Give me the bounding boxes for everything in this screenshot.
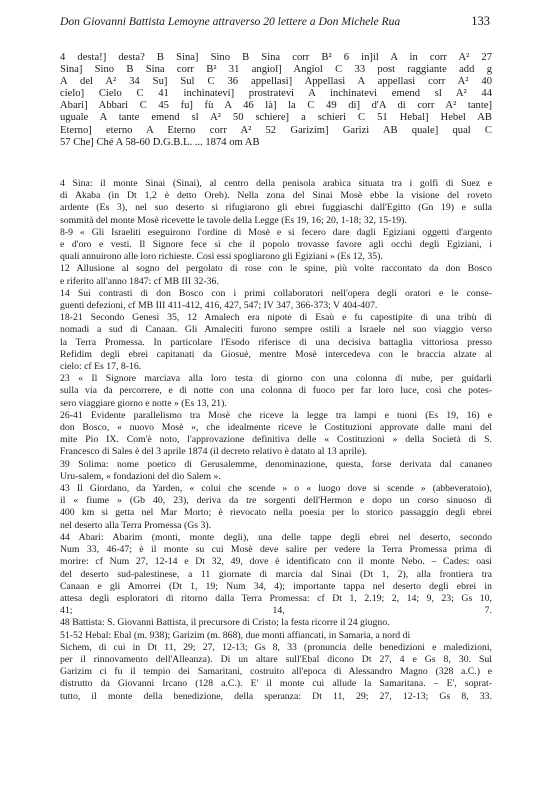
note-line: 8-9 « Gli Israeliti eseguirono l'ordine di Mosè e si fecero dare dagli Egiziani oggetti d'argento [60,226,492,238]
note-line: guenti defezioni, cf MB III 411-412, 416, 427, 547; IV 347, 366-373; V 404-407. [60,300,378,312]
note-line: la Terra Promessa. In particolare l'Esodo riferisce di una decisiva battaglia vittoriosa presso [60,336,492,348]
note-line: 400 km si getta nel Mar Morto; è rievocato nella poesia per lo storico passaggio degli ebrei [60,507,492,519]
apparatus-line: uguale A tante emend sl A² 50 schiere] a schieri C 51 Hebal] Hebel AB [60,112,492,124]
note-line: 14 Sui contrasti di don Bosco con i primi collaboratori nell'opera degli oratori e le conse- [60,287,492,299]
note-line: nel deserto alla Terra Promessa (Gs 3). [60,519,212,531]
note-line: e d'oro e vesti. Il Signore fece sì che il popolo trovasse favore agli occhi degli Egiziani, i [60,239,492,251]
commentary-notes [60,178,492,703]
apparatus-line: cielo] Cielo C 41 inchinatevi] prostratevi A inchinatevi emend sl A² 44 [60,88,492,100]
note-line: mite Pio IX. Com'è noto, l'approvazione definitiva delle « Costituzioni » della Società di S. [60,434,492,446]
page-number: 133 [471,14,490,28]
apparatus-line: Eterno] eterno A Eterno corr A² 52 Garizim] Garizi AB quale] qual C [60,124,492,136]
note-line: Num 33, 46-47; è il monte su cui Mosè deve salire per vedere la Terra Promessa prima di [60,544,492,556]
note-line: Sichem, di cui in Dt 11, 29; 27, 12-13; Gs 8, 33 (pronuncia delle benedizioni e maledizioni, [60,641,492,653]
note-line: cielo: cf Es 17, 8-16. [60,361,142,373]
note-line: 44 Abari: Abarim (monti, monte degli), una delle tappe degli ebrei nel deserto, secondo [60,531,492,543]
note-line: distrutto da Giovanni Ircano (128 a.C.). E' il monte cui allude la Samaritana. – E', soprat- [60,678,492,690]
apparatus-line: Abari] Abbari C 45 fu] fù A 46 là] la C 49 di] d'A di corr A² tante] [60,100,492,112]
note-line: 39 Solima: nome poetico di Gerusalemme, denominazione, questa, forse derivata dal cananeo [60,458,492,470]
note-line: 26-41 Evidente parallelismo tra Mosè che riceve la legge tra lampi e tuoni (Es 19, 16) e [60,409,492,421]
note-line: 48 Battista: S. Giovanni Battista, il precursore di Cristo; la festa ricorre il 24 giugno. [60,617,390,629]
apparatus-line: 4 desta!] desta? B Sina] Sino B Sina corr B² 6 in]il A in corr A² 27 [60,52,492,63]
note-line: attesa degli esploratori di ritorno dalla Terra Promessa: cf Dt 1, 2.19; 2, 14; 9, 23; Gs 10, [60,592,492,604]
note-line: 41; 14, 7. [60,605,492,617]
note-line: morire: cf Num 27, 12-14 e Dt 32, 49, dove è identificato con il monte Nebo. – Cades: oasi [60,556,492,568]
running-title: Don Giovanni Battista Lemoyne attraverso 20 lettere a Don Michele Rua [60,15,401,28]
note-line: Francesco di Sales è del 3 aprile 1874 (il decreto relativo è datato al 13 aprile). [60,446,368,458]
note-line: Uru-salem, « fondazioni del dio Salem ». [60,470,221,482]
note-line: nomadi a sud di Canaan. Gli Amaleciti furono sempre ostili a Israele nel suo viaggio verso [60,324,492,336]
note-line: Garizim ci fu il tempio dei Samaritani, costruito all'epoca di Alessandro Magno (328 a.C.) e [60,666,492,678]
apparatus-line: 57 Che] Ché A 58-60 D.G.B.L. ... 1874 om AB [60,136,260,148]
note-line: quali annuirono alle loro richieste. Così essi spogliarono gli Egiziani » (Es 12, 35). [60,251,383,263]
note-line: per il rinnovamento dell'Alleanza). Di un altare sull'Ebal dicono Dt 27, 4 e Gs 8, 30. Sul [60,653,492,665]
note-line: sero viaggiare giorno e notte » (Es 13, 21). [60,397,227,409]
apparatus-line: A del A² 34 Su] Sul C 36 appellasi] Appellasi A appellasi corr A² 40 [60,76,492,88]
running-header [60,14,490,29]
note-line: il « fiume » (Gb 40, 23), deriva da tre sorgenti dell'Hermon e dopo un corso sinuoso di [60,495,492,507]
note-line: del deserto sud-palestinese, a 11 giornate di marcia dal Sinai (Dt 1, 2), alla frontiera tra [60,568,492,580]
note-line: sommità del monte Mosè ricevette le tavole della Legge (Es 19, 16; 20, 1-18; 32, 15-19). [60,214,407,226]
critical-apparatus [60,52,492,149]
note-line: di Akaba (in Dt 1,2 è detto Oreb). Nella zona del Sinai Mosè ebbe la visione del roveto [60,190,492,202]
apparatus-line: Sina] Sino B Sina corr B² 31 angiol] Angiol C 33 post raggiante add g [60,64,492,76]
note-line: 18-21 Secondo Genesi 35, 12 Amalech era nipote di Esaù e fu capostipite di una tribù di [60,312,492,324]
note-line: Canaan e gli Amorrei (Dt 1, 19; Num 34, 4); importante tappa nel deserto degli ebrei in [60,580,492,592]
note-line: sulla via da percorrere, e di notte con una colonna di fuoco per far loro luce, così che potes- [60,385,492,397]
note-line: 43 Il Giordano, da Yarden, « colui che scende » o « luogo dove si scende » (abbeveratoio), [60,483,492,495]
note-line: 12 Allusione al sogno del pergolato di rose con le spine, più volte raccontato da don Bosco [60,263,492,275]
note-line: 51-52 Hebal: Ebal (m. 938); Garizim (m. 868), due monti affiancati, in Samaria, a nord di [60,629,411,641]
note-line: ardente (Es 3), nel suo deserto si rifugiarono gli ebrei fuggiaschi dall'Egitto (Gn 19) e sulla [60,202,492,214]
note-line: tutto, il monte della benedizione, della speranza: Dt 11, 29; 27, 12-13; Gs 8, 33. [60,690,492,702]
note-line: e riferito all'anno 1847: cf MB III 32-36. [60,275,219,287]
note-line: 4 Sina: il monte Sinai (Sinai), al centro della penisola arabica situata tra i golfi di Suez e [60,178,492,189]
note-line: 23 « Il Signore marciava alla loro testa di giorno con una colonna di nube, per guidarli [60,373,492,385]
note-line: Refidim degli ebrei capitanati da Giosuè, mentre Mosè intercedeva con le braccia alzate al [60,348,492,360]
note-line: don Bosco, « nuovo Mosè », che idealmente riceve le Costituzioni approvate dalle mani del [60,422,492,434]
